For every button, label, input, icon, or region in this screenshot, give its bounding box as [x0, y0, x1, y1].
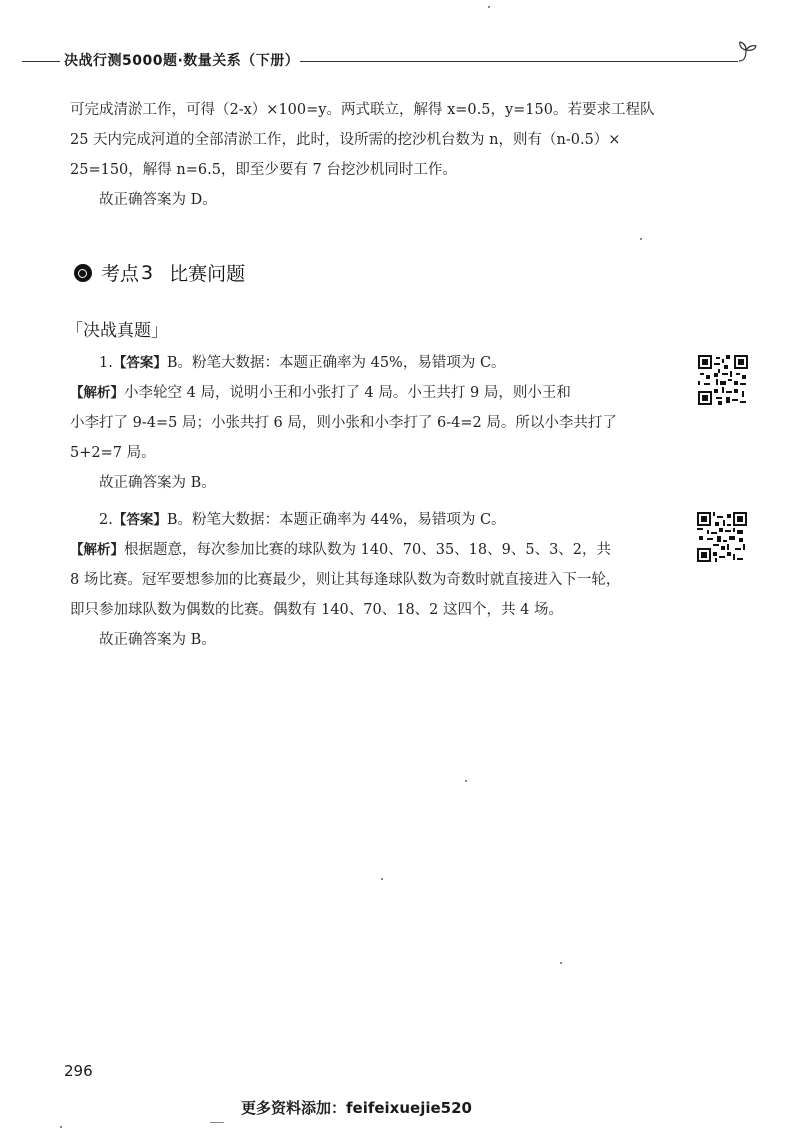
scan-speck	[560, 962, 562, 964]
qr-code[interactable]	[698, 355, 748, 405]
analysis-line	[70, 535, 670, 565]
scan-speck	[210, 1122, 224, 1123]
answer-text: B。粉笔大数据：本题正确率为 44%，易错项为 C。	[166, 512, 506, 528]
subheading	[66, 316, 168, 341]
text-line: 即只参加球队数为偶数的比赛。偶数有 140、70、18、2 这四个，共 4 场。	[70, 602, 563, 618]
analysis-line	[70, 378, 670, 408]
section-title: 比赛问题	[169, 263, 246, 285]
running-header-title: 决战行测5000题·数量关系（下册）	[60, 50, 303, 70]
question-number: 2.	[99, 512, 113, 528]
text-line: 可完成清淤工作，可得（2-x）×100=y。两式联立，解得 x=0.5，y=150。若要求工程队	[70, 102, 655, 118]
answer-line	[70, 505, 670, 535]
scan-speck	[60, 1126, 62, 1128]
analysis-text: 小李轮空 4 局，说明小王和小张打了 4 局。小王共打 9 局，则小王和	[124, 385, 571, 401]
scan-speck	[640, 238, 642, 240]
answer-line	[70, 348, 670, 378]
scan-speck	[381, 878, 383, 880]
scan-speck	[465, 780, 467, 782]
analysis-tag: 【解析】	[70, 542, 124, 558]
analysis-text: 根据题意，每次参加比赛的球队数为 140、70、35、18、9、5、3、2，共	[124, 542, 612, 558]
section-heading	[74, 259, 245, 286]
analysis-tag: 【解析】	[70, 385, 124, 401]
text-line: 小李打了 9-4=5 局；小张共打 6 局，则小张和小李打了 6-4=2 局。所以小李共打了	[70, 415, 617, 431]
text-line: 25=150，解得 n=6.5，即至少要有 7 台挖沙机同时工作。	[70, 162, 457, 178]
conclusion-text: 故正确答案为 B。	[99, 475, 216, 491]
text-line: 25 天内完成河道的全部清淤工作，此时，设所需的挖沙机台数为 n，则有（n-0.5）×	[70, 132, 621, 148]
page-number: 296	[64, 1062, 93, 1080]
section-label: 考点	[101, 263, 140, 285]
question-1	[70, 348, 670, 498]
question-number: 1.	[99, 355, 113, 371]
conclusion-text: 故正确答案为 D。	[99, 192, 217, 208]
text-line: 8 场比赛。冠军要想参加的比赛最少，则让其每逢球队数为奇数时就直接进入下一轮，	[70, 572, 621, 588]
subheading-text: 决战真题	[83, 321, 151, 341]
scan-speck	[488, 6, 490, 8]
question-2	[70, 505, 670, 655]
qr-code[interactable]	[697, 512, 747, 562]
section-number: 3	[141, 261, 154, 284]
carryover-paragraph	[70, 95, 670, 215]
answer-text: B。粉笔大数据：本题正确率为 45%，易错项为 C。	[166, 355, 506, 371]
header-rule-right	[300, 61, 738, 62]
sprout-icon	[735, 40, 757, 70]
conclusion-text: 故正确答案为 B。	[99, 632, 216, 648]
subheading-open-bracket: 「	[66, 321, 83, 341]
text-line: 5+2=7 局。	[70, 445, 156, 461]
answer-tag: 【答案】	[112, 512, 167, 528]
header-rule-left	[22, 61, 62, 62]
answer-tag: 【答案】	[112, 355, 167, 371]
footer-note: 更多资料添加：feifeixuejie520	[241, 1099, 472, 1117]
subheading-close-bracket: 」	[151, 321, 168, 341]
section-bullet-icon	[74, 264, 92, 282]
